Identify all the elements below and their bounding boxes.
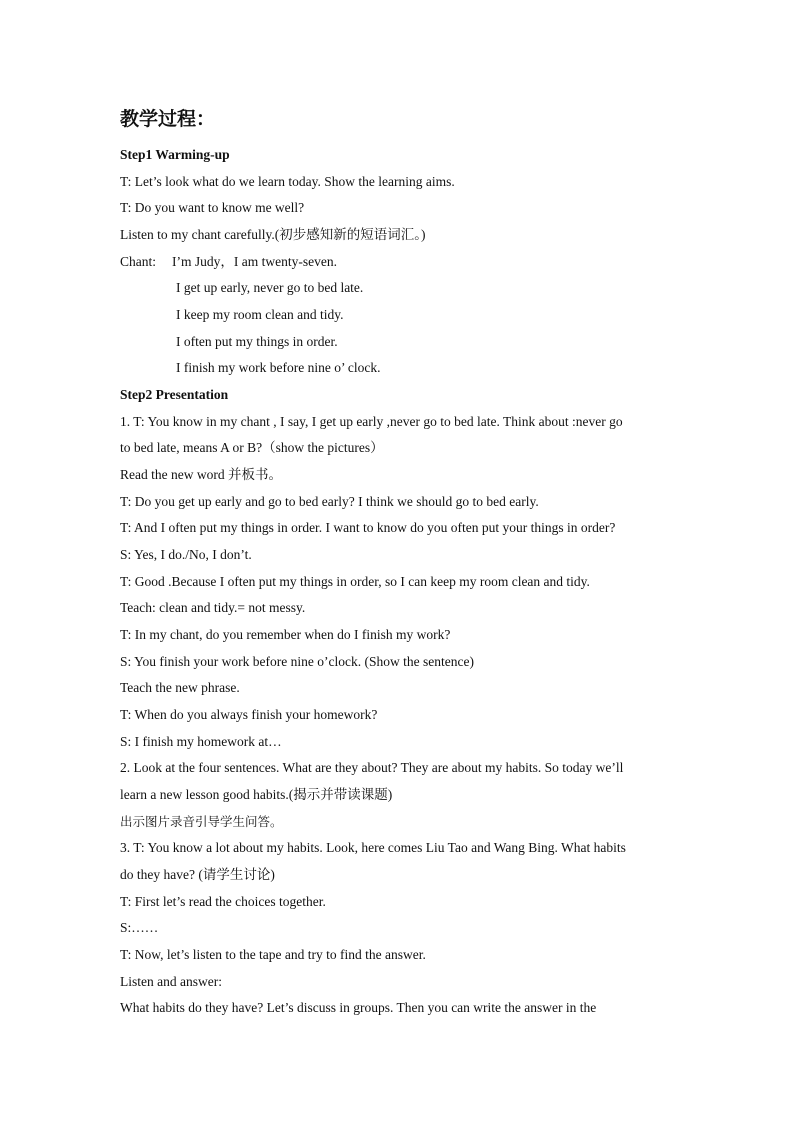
chant-line: I finish my work before nine o’ clock. xyxy=(176,360,381,375)
chant-text: I’m Judy，I am twenty-seven. xyxy=(172,254,337,269)
step2-line: S: Yes, I do./No, I don’t. xyxy=(120,547,252,562)
page-title: 教学过程： xyxy=(120,108,216,130)
step2-line: S:…… xyxy=(120,920,159,935)
step1-line: Listen to my chant carefully.(初步感知新的短语词汇。) xyxy=(120,227,426,242)
step2-line: 3. T: You know a lot about my habits. Look, here comes Liu Tao and Wang Bing. What habits xyxy=(120,840,626,855)
step2-line: to bed late, means A or B?（show the pictures） xyxy=(120,440,384,455)
step2-line: S: You finish your work before nine o’clock. (Show the sentence) xyxy=(120,654,474,669)
step2-line: Teach the new phrase. xyxy=(120,680,240,695)
step2-line: 1. T: You know in my chant , I say, I get up early ,never go to bed late. Think about :never go xyxy=(120,414,623,429)
chant-line: I keep my room clean and tidy. xyxy=(176,307,344,322)
step2-line: Listen and answer: xyxy=(120,974,222,989)
step2-line: T: Now, let’s listen to the tape and try to find the answer. xyxy=(120,947,426,962)
step2-line: T: In my chant, do you remember when do I finish my work? xyxy=(120,627,451,642)
chant-label: Chant: xyxy=(120,254,156,269)
step2-line: T: When do you always finish your homework? xyxy=(120,707,378,722)
step2-line: T: Good .Because I often put my things in order, so I can keep my room clean and tidy. xyxy=(120,574,590,589)
step2-line: What habits do they have? Let’s discuss in groups. Then you can write the answer in the xyxy=(120,1000,597,1015)
step2-line: 2. Look at the four sentences. What are they about? They are about my habits. So today we’ll xyxy=(120,760,624,775)
step1-heading: Step1 Warming-up xyxy=(120,147,230,162)
step1-line: T: Let’s look what do we learn today. Show the learning aims. xyxy=(120,174,455,189)
step2-heading: Step2 Presentation xyxy=(120,387,229,402)
chant-line: I often put my things in order. xyxy=(176,334,338,349)
step1-line: T: Do you want to know me well? xyxy=(120,200,305,215)
step2-line: S: I finish my homework at… xyxy=(120,734,282,749)
step2-line: T: Do you get up early and go to bed early? I think we should go to bed early. xyxy=(120,494,539,509)
chant-line xyxy=(120,254,337,270)
step2-line: 出示图片录音引导学生问答。 xyxy=(120,814,283,829)
chant-line: I get up early, never go to bed late. xyxy=(176,280,364,295)
step2-line: T: First let’s read the choices together. xyxy=(120,894,326,909)
step2-line: learn a new lesson good habits.(揭示并带读课题) xyxy=(120,787,393,802)
step2-line: Teach: clean and tidy.= not messy. xyxy=(120,600,306,615)
step2-line: Read the new word 并板书。 xyxy=(120,467,282,482)
step2-line: T: And I often put my things in order. I want to know do you often put your things in order? xyxy=(120,520,616,535)
step2-line: do they have? (请学生讨论) xyxy=(120,867,275,882)
